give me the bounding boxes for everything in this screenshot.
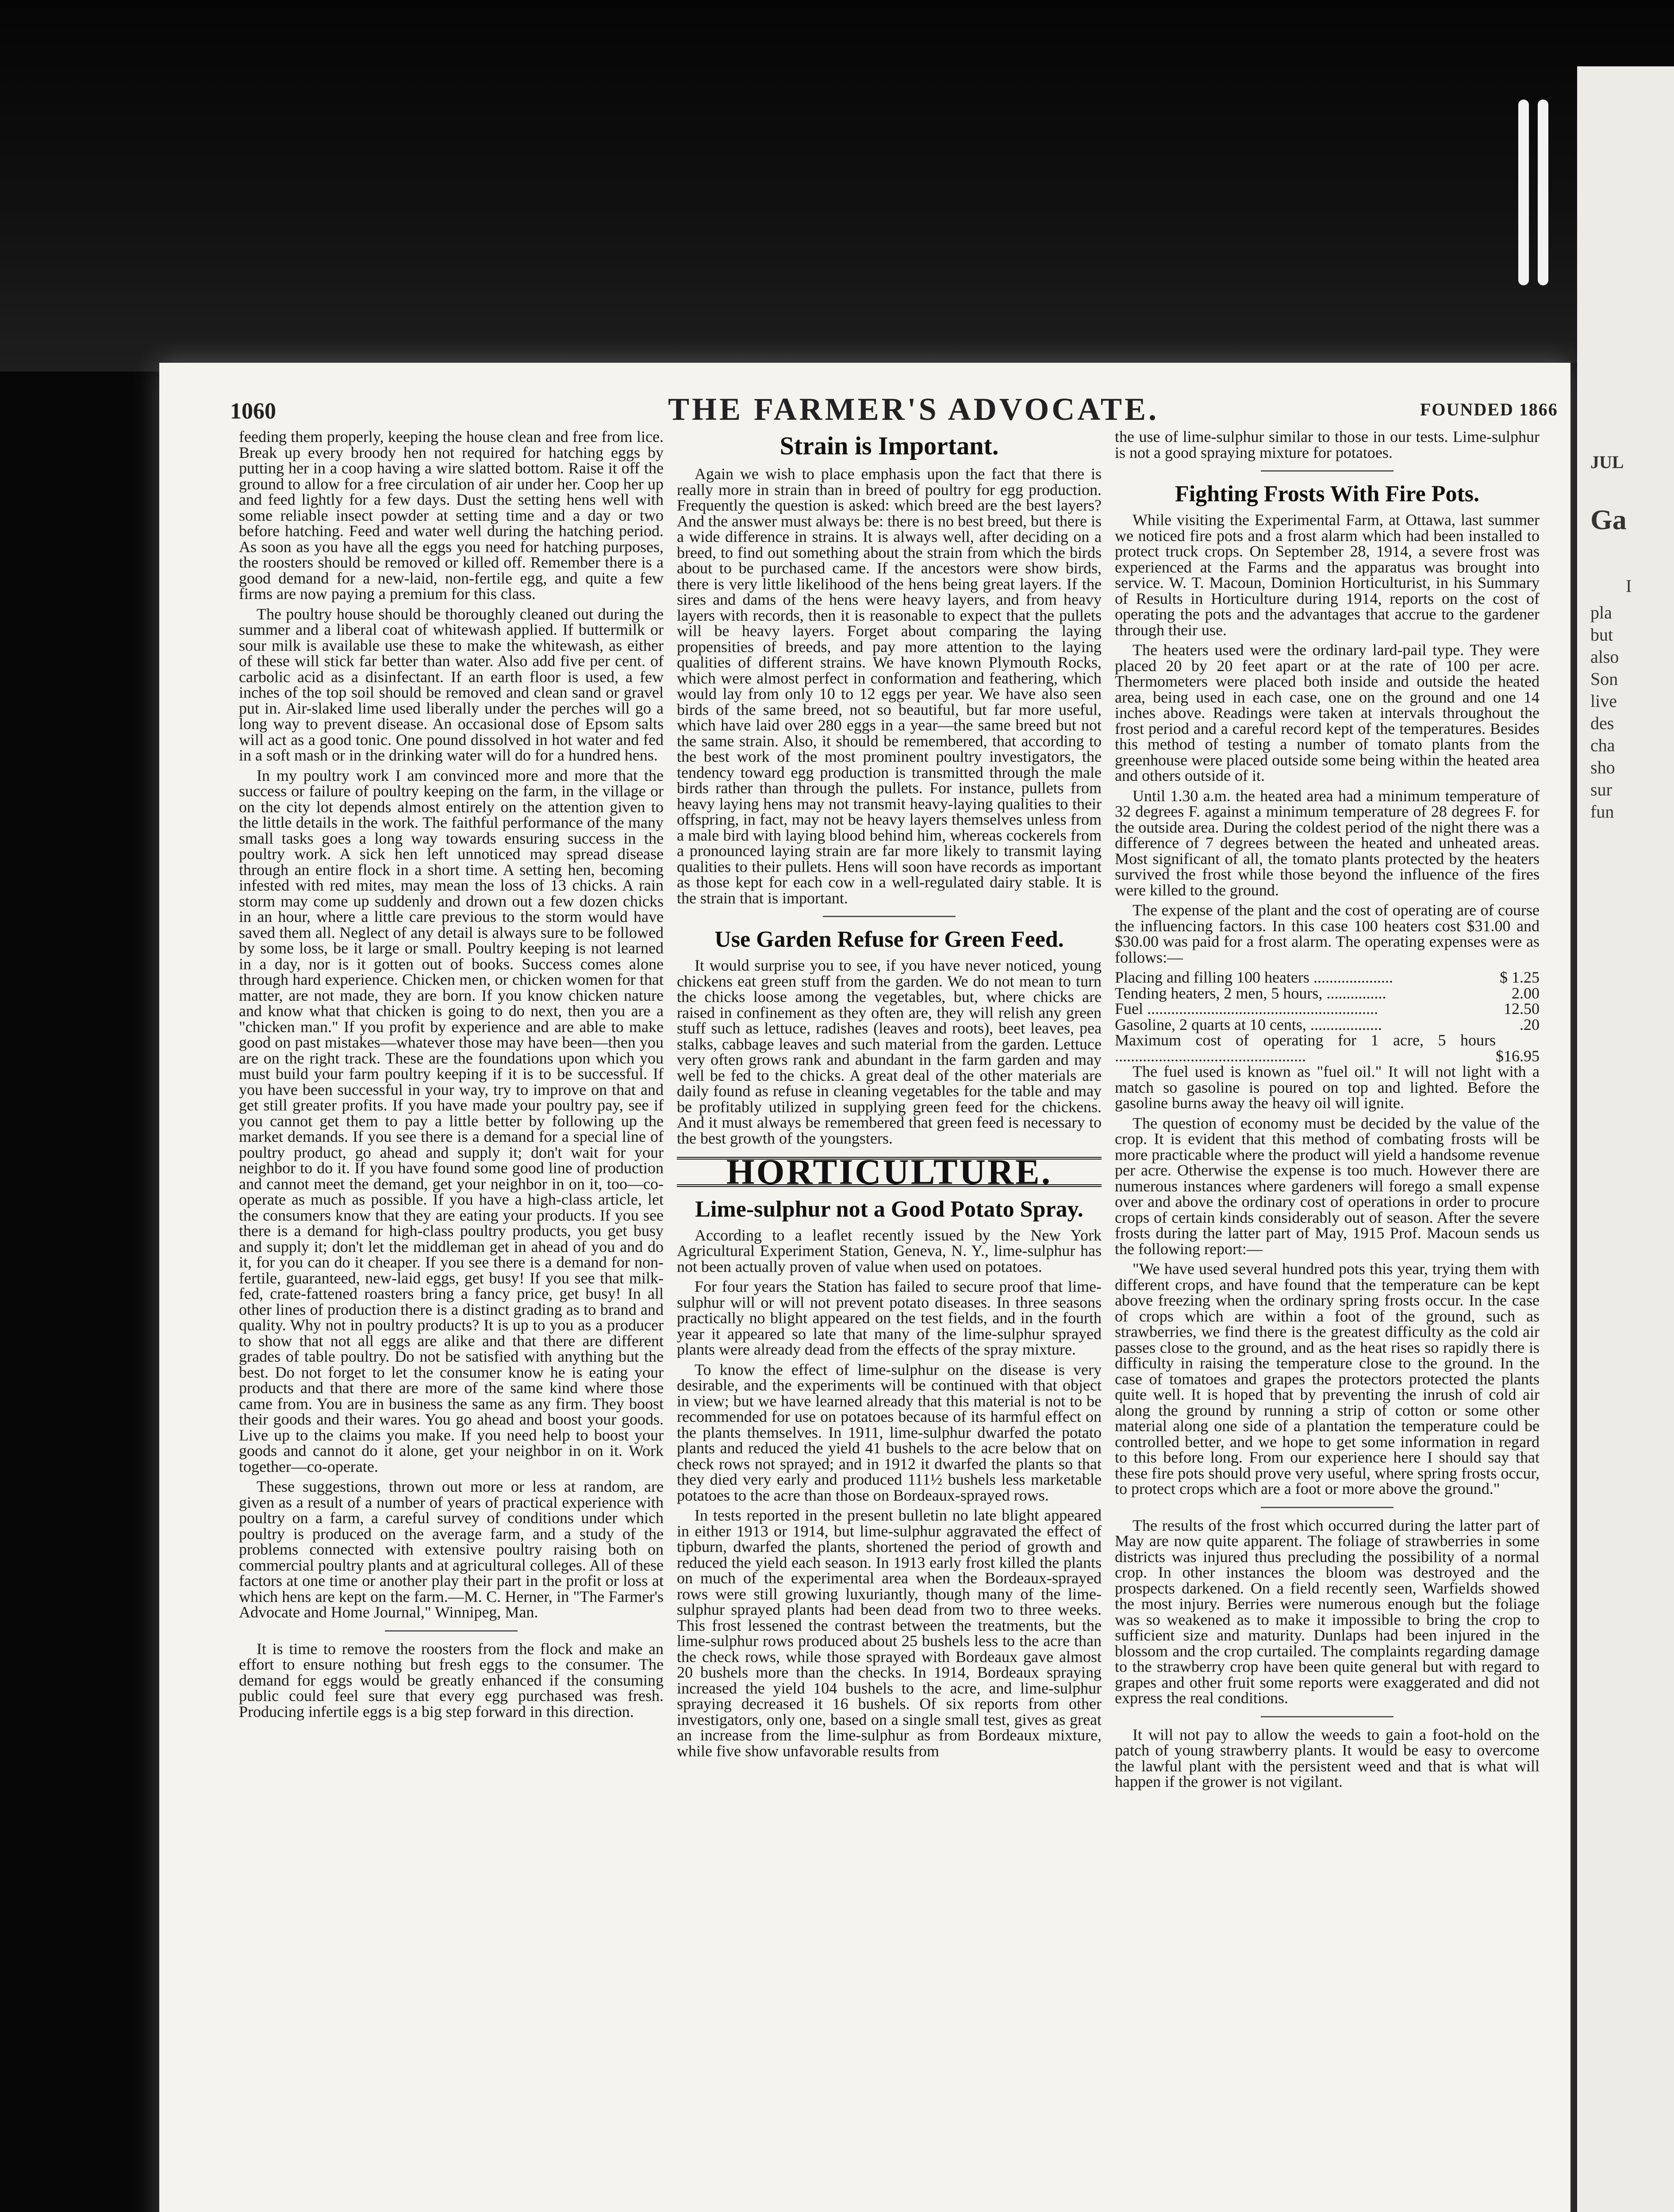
- expenses-table: [1115, 970, 1540, 1064]
- section-banner: HORTICULTURE.: [677, 1157, 1102, 1187]
- expense-item: Tending heaters, 2 men, 5 hours, ...............: [1115, 984, 1386, 1002]
- adjacent-page-heading-fragment: Ga: [1590, 504, 1627, 535]
- paragraph: the use of lime-sulphur similar to those in our tests. Lime-sulphur is not a good spraying mixture for potatoes.: [1115, 428, 1540, 461]
- paragraph: For four years the Station has failed to secure proof that lime-sulphur will or will not prevent potato diseases. In three seasons practically no blight appeared on the test fields, and in the fourth year it appeared so late that many of the lime-sulphur sprayed plants were already dead from the effects of the spray mixture.: [677, 1278, 1102, 1358]
- adjacent-page-text-fragment: but: [1590, 625, 1613, 645]
- adjacent-page-text-fragment: also: [1590, 647, 1619, 667]
- paragraph: To know the effect of lime-sulphur on the disease is very desirable, and the experiments will be continued with that object in view; but we have learned already that this material is not to be recommended for use on potatoes because of its harmful effect on the plants themselves. In 1911, lime-sulphur dwarfed the potato plants and reduced the yield 41 bushels to the acre below that on check rows not sprayed; and in 1912 it dwarfed the plants so that they died very early and produced 111½ bushels less marketable potatoes to the acre than those on Bordeaux-sprayed rows.: [677, 1360, 1102, 1504]
- paragraph: Until 1.30 a.m. the heated area had a minimum temperature of 32 degrees F. against a minimum temperature of 28 degrees F. for the outside area. During the coldest period of the night there was a difference of 7 degrees between the heated and unheated areas. Most significant of all, the tomato plants protected by the heaters survived the frost while those beyond the influence of the fires were killed to the ground.: [1115, 787, 1540, 899]
- masthead: [159, 380, 1570, 429]
- expense-total-label: Maximum cost of operating for 1 acre, 5 hours ................................................: [1115, 1031, 1496, 1065]
- adjacent-page-text-fragment: des: [1590, 713, 1614, 733]
- expense-item: Fuel ..........................................................: [1115, 1000, 1378, 1018]
- paragraph: The results of the frost which occurred during the latter part of May are now quite apparent. The foliage of strawberries in some districts was injured thus precluding the possibility of a normal crop. In other instances the bloom was destroyed and the prospects darkened. On a field recently seen, Warfields showed the most injury. Berries were numerous enough but the foliage was so weakened as to make it impossible to bring the crop to sufficient size and maturity. Dunlaps had been injured in the blossom and the crop curtailed. The complaints regarding damage to the strawberry crop have been quite general but with regard to grapes and other fruit some reports were exaggerated and did not express the real conditions.: [1115, 1516, 1540, 1707]
- paragraph: feeding them properly, keeping the house clean and free from lice. Break up every broody hen not required for hatching eggs by putting her in a coop having a wire slatted bottom. Raise it off the ground to allow for a free circulation of air under her. Coop her up and feed lightly for a few days. Dust the setting hens well with some reliable insect powder at setting time and a day or two before hatching. Feed and water well during the hatching period. As soon as you have all the eggs you need for hatching purposes, the roosters should be removed or killed off. Remember there is a good demand for a new-laid, non-fertile egg, and quite a few firms are now paying a premium for this class.: [239, 428, 664, 603]
- expense-amount: $ 1.25: [1500, 968, 1540, 986]
- adjacent-page-text-fragment: pla: [1590, 603, 1612, 622]
- paragraph: According to a leaflet recently issued by the New York Agricultural Experiment Station, Geneva, N. Y., lime-sulphur has not been actually proven of value when used on potatoes.: [677, 1226, 1102, 1275]
- expense-amount: .20: [1520, 1015, 1540, 1033]
- column-2: [677, 429, 1102, 1763]
- article-heading: Use Garden Refuse for Green Feed.: [714, 927, 1064, 952]
- adjacent-page-text-fragment: sur: [1590, 780, 1612, 799]
- paragraph: It would surprise you to see, if you have never noticed, young chickens eat green stuff from the garden. We do not mean to turn the chicks loose among the vegetables, but, where chicks are raised in confinement as they often are, they will relish any green stuff such as lettuce, radishes (leaves and roots), beet leaves, pea stalks, cabbage leaves and such material from the garden. Lettuce very often grows rank and abundant in the farm garden and may well be fed to the chicks. A great deal of the other materials are daily found as refuse in cleaning vegetables for the table and may be profitably utilized in supplying green feed for the chickens. And it must always be remembered that green feed is necessary to the best growth of the youngsters.: [677, 956, 1102, 1147]
- paragraph: The fuel used is known as "fuel oil." It will not light with a match so gasoline is poured on top and lighted. Before the gasoline burns away the heavy oil will ignite.: [1115, 1063, 1540, 1112]
- adjacent-page-text-fragment: cha: [1590, 735, 1615, 755]
- adjacent-page-header-fragment: JUL: [1590, 452, 1624, 472]
- column-1: [239, 429, 664, 1724]
- section-divider: [385, 1630, 518, 1632]
- expense-row: [1115, 970, 1540, 986]
- film-marker-bar: [1518, 100, 1529, 285]
- paragraph: The poultry house should be thoroughly cleaned out during the summer and a liberal coat of whitewash applied. If buttermilk or sour milk is available use these to make the whitewash, as either of these will stick far better than water. Also add five per cent. of carbolic acid as a disinfectant. If an earth floor is used, a few inches of the top soil should be removed and clean sand or gravel put in. Air-slaked lime used liberally under the perches will go a long way to prevent disease. An occasional dose of Epsom salts will act as a good tonic. One pound dissolved in hot water and fed in a soft mash or in the drinking water will do for a hundred hens.: [239, 605, 664, 764]
- paragraph: In tests reported in the present bulletin no late blight appeared in either 1913 or 1914, but lime-sulphur aggravated the effect of tipburn, dwarfed the plants, shortened the period of growth and reduced the yield each season. In 1913 early frost killed the plants on much of the experimental area when the Bordeaux-sprayed rows were still growing luxuriantly, though many of the lime-sulphur sprayed plants had been dead from two to three weeks. This frost lessened the contrast between the treatments, but the lime-sulphur rows produced about 25 bushels less to the acre than the check rows, while those sprayed with Bordeaux gave almost 20 bushels more than the checks. In 1914, Bordeaux spraying increased the yield 104 bushels to the acre, and lime-sulphur spraying decreased it 16 bushels. Of six reports from other investigators, only one, based on a single small test, gives as great an increase from the lime-sulphur as from Bordeaux mixture, while five show unfavorable results from: [677, 1506, 1102, 1760]
- page-gutter: [1570, 363, 1577, 2212]
- adjacent-page-edge: [1577, 66, 1674, 2212]
- adjacent-page-text-fragment: live: [1590, 691, 1617, 711]
- paragraph: While visiting the Experimental Farm, at Ottawa, last summer we noticed fire pots and a frost alarm which had been installed to protect truck crops. On September 28, 1914, a severe frost was experienced at the Farms and the apparatus was brought into service. W. T. Macoun, Dominion Horticulturist, in his Summary of Results in Horticulture during 1914, reports on the cost of operating the pots and the advantages that accrue to the gardener through their use.: [1115, 511, 1540, 639]
- expense-amount: 2.00: [1512, 984, 1540, 1002]
- founded-line: FOUNDED 1866: [1420, 399, 1558, 419]
- paragraph: Again we wish to place emphasis upon the fact that there is really more in strain than in breed of poultry for egg production. Frequently the question is asked: which breed are the best layers? And the answer must always be: there is no best breed, but there is a wide difference in strains. It is always well, after deciding on a breed, to find out something about the strain from which the birds about to be purchased came. If the ancestors were show birds, there is very little likelihood of the hens being great layers. If the sires and dams of the hens were heavy layers, and from heavy layers with records, then it is reasonable to expect that the pullets will be heavy layers. Forget about comparing the laying propensities of breeds, and pay more attention to the laying qualities of different strains. We have known Plymouth Rocks, which were almost perfect in conformation and feathering, which would lay from only 10 to 12 eggs per year. We have also seen birds of the same breed, not so beautiful, but far more useful, which have laid over 280 eggs in a year—the same breed but not the same strain. Also, it should be remembered, that according to the best work of the most prominent poultry investigators, the tendency toward egg production is transmitted through the male birds rather than through the pullets. For instance, pullets from heavy laying hens may not transmit heavy-laying qualities to their offspring, in fact, may not be heavy layers themselves unless from a male bird with laying blood behind him, whereas cockerels from a pronounced laying strain are far more likely to transmit laying qualities to their pullets. Hens will soon have records as important as those kept for each cow in a well-regulated dairy stable. It is the strain that is important.: [677, 465, 1102, 907]
- adjacent-page-text-fragment: fun: [1590, 802, 1614, 822]
- paragraph: It will not pay to allow the weeds to gain a foot-hold on the patch of young strawberry plants. It would be easy to overcome the lawful plant with the persistent weed and that is what will happen if the grower is not vigilant.: [1115, 1725, 1540, 1790]
- expense-row: [1115, 986, 1540, 1002]
- paragraph: The expense of the plant and the cost of operating are of course the influencing factors. In this case 100 heaters cost $31.00 and $30.00 was paid for a frost alarm. The operating expenses were as follows:—: [1115, 901, 1540, 966]
- film-marker-bar: [1538, 100, 1548, 285]
- adjacent-page-text-fragment: sho: [1590, 757, 1615, 777]
- publication-title: THE FARMER'S ADVOCATE.: [668, 392, 1159, 427]
- newspaper-page: [159, 363, 1570, 2212]
- section-divider: [1261, 1716, 1394, 1717]
- paragraph: These suggestions, thrown out more or less at random, are given as a result of a number of years of practical experience with poultry on a farm, a careful survey of conditions under which poultry is produced on the average farm, and a study of the problems connected with extensive poultry raising both on commercial poultry plants and at agricultural colleges. All of these factors at one time or another play their part in the profit or loss at which hens are kept on the farm.—M. C. Herner, in "The Farmer's Advocate and Home Journal," Winnipeg, Man.: [239, 1478, 664, 1621]
- paragraph: In my poultry work I am convinced more and more that the success or failure of poultry keeping on the farm, in the village or on the city lot depends almost entirely on the attention given to the little details in the work. The faithful performance of the many small tasks goes a long way towards ensuring success in the poultry work. A sick hen left unnoticed may spread disease through an entire flock in a short time. A setting hen, becoming infested with red mites, may mean the loss of 13 chicks. A rain storm may come up suddenly and drown out a few dozen chicks in an hour, where a little care previous to the storm would have saved them all. Neglect of any detail is always sure to be followed by some loss, be it large or small. Poultry keeping is not learned in a day, nor is it gotten out of books. Success comes alone through hard experience. Chicken men, or chicken women for that matter, are not made, they are born. If you know chicken nature and know what that chicken is going to do next, then you are a "chicken man." If you profit by experience and are able to make good on past mistakes—whatever those may have been—then you are on the right track. These are the foundations upon which you must build your farm poultry keeping if it is to be successful. If you have been successful in your way, try to improve on that and get still greater profits. If you have made your poultry pay, see if you cannot get them to pay a little better by following up the market demands. If you see there is a demand for a special line of poultry product, go ahead and supply it; don't wait for your neighbor to do it. If you have found some good line of production and cannot meet the demand, get your neighbor in on it, too—co-operate as much as possible. If you have a high-class article, let the consumers know that they are eating your products. If you see there is a demand for high-class poultry products, you get busy and supply it; don't let the middleman get in ahead of you and do it, for you can do it cheaper. If you see there is a demand for non-fertile, guaranteed, new-laid eggs, get busy! If you see that milk-fed, crate-fattened roasters bring a fancy price, get busy! In all other lines of production there is a distinct grading as to brand and quality. Why not in poultry products? It is up to you as a producer to show that not all eggs are alike and that there are different grades of table poultry. Do not be satisfied with anything but the best. Do not forget to let the consumer know he is eating your products and that there are more of the same kind where those came from. You are in business the same as any firm. They boost their goods and their wares. You go ahead and boost your goods. Live up to the claims you make. If you need help to boost your goods and cannot do it alone, get your neighbor in on it. Work together—co-operate.: [239, 766, 664, 1475]
- expense-item: Gasoline, 2 quarts at 10 cents, ..................: [1115, 1015, 1382, 1033]
- expense-total-row: [1115, 1033, 1540, 1064]
- expense-item: Placing and filling 100 heaters ....................: [1115, 968, 1393, 986]
- paragraph: The heaters used were the ordinary lard-pail type. They were placed 20 by 20 feet apart or at the rate of 100 per acre. Thermometers were placed both inside and outside the heated area, being used in each case, one on the ground and one 14 inches above. Readings were taken at intervals throughout the frost period and a careful record kept of the temperatures. Besides this method of testing a number of tomato plants from the greenhouse were placed outside some being within the heated area and others outside of it.: [1115, 641, 1540, 784]
- article-heading: Strain is Important.: [779, 431, 999, 460]
- paragraph: It is time to remove the roosters from the flock and make an effort to ensure nothing but fresh eggs to the consumer. The demand for eggs would be greatly enhanced if the consuming public could feel sure that every egg purchased was fresh. Producing infertile eggs is a big step forward in this direction.: [239, 1640, 664, 1720]
- column-3: [1115, 429, 1540, 1794]
- expense-row: [1115, 1001, 1540, 1017]
- microfilm-top-margin: [0, 0, 1674, 372]
- expense-total-amount: $16.95: [1496, 1047, 1540, 1065]
- adjacent-page-text-fragment: Son: [1590, 669, 1618, 689]
- page-number: 1060: [230, 399, 276, 424]
- expense-row: [1115, 1017, 1540, 1033]
- paragraph: The question of economy must be decided by the value of the crop. It is evident that this method of combating frosts will be more practicable where the product will yield a handsome revenue per acre. Otherwise the expense is too much. However there are numerous instances where gardeners will forego a small expense over and above the ordinary cost of operations in order to procure crops of certain kinds considerably out of season. After the severe frosts during the latter part of May, 1915 Prof. Macoun sends us the following report:—: [1115, 1114, 1540, 1258]
- expense-amount: 12.50: [1504, 1000, 1540, 1018]
- article-heading: Lime-sulphur not a Good Potato Spray.: [695, 1196, 1083, 1222]
- paragraph: "We have used several hundred pots this year, trying them with different crops, and have found that the temperature can be kept above freezing when the ordinary spring frosts occur. In the case of crops which are within a foot of the ground, such as strawberries, we find there is the greatest difficulty as the cold air passes close to the ground, and as the heat rises so rapidly there is difficulty in raising the temperature close to the ground. In the case of tomatoes and grapes the protectors protected the plants quite well. It is hoped that by preventing the inrush of cold air along the ground by running a strip of cotton or some other material along one side of a plantation the temperature could be controlled better, and we hope to get some information in regard to this before long. From our experience here I should say that these fire pots should prove very useful, where spring frosts occur, to protect crops which are a foot or more above the ground.": [1115, 1260, 1540, 1498]
- section-divider: [1261, 470, 1394, 472]
- section-divider: [823, 916, 956, 917]
- section-divider: [1261, 1507, 1394, 1508]
- adjacent-page-text-fragment: I: [1626, 576, 1632, 596]
- article-heading: Fighting Frosts With Fire Pots.: [1175, 481, 1480, 507]
